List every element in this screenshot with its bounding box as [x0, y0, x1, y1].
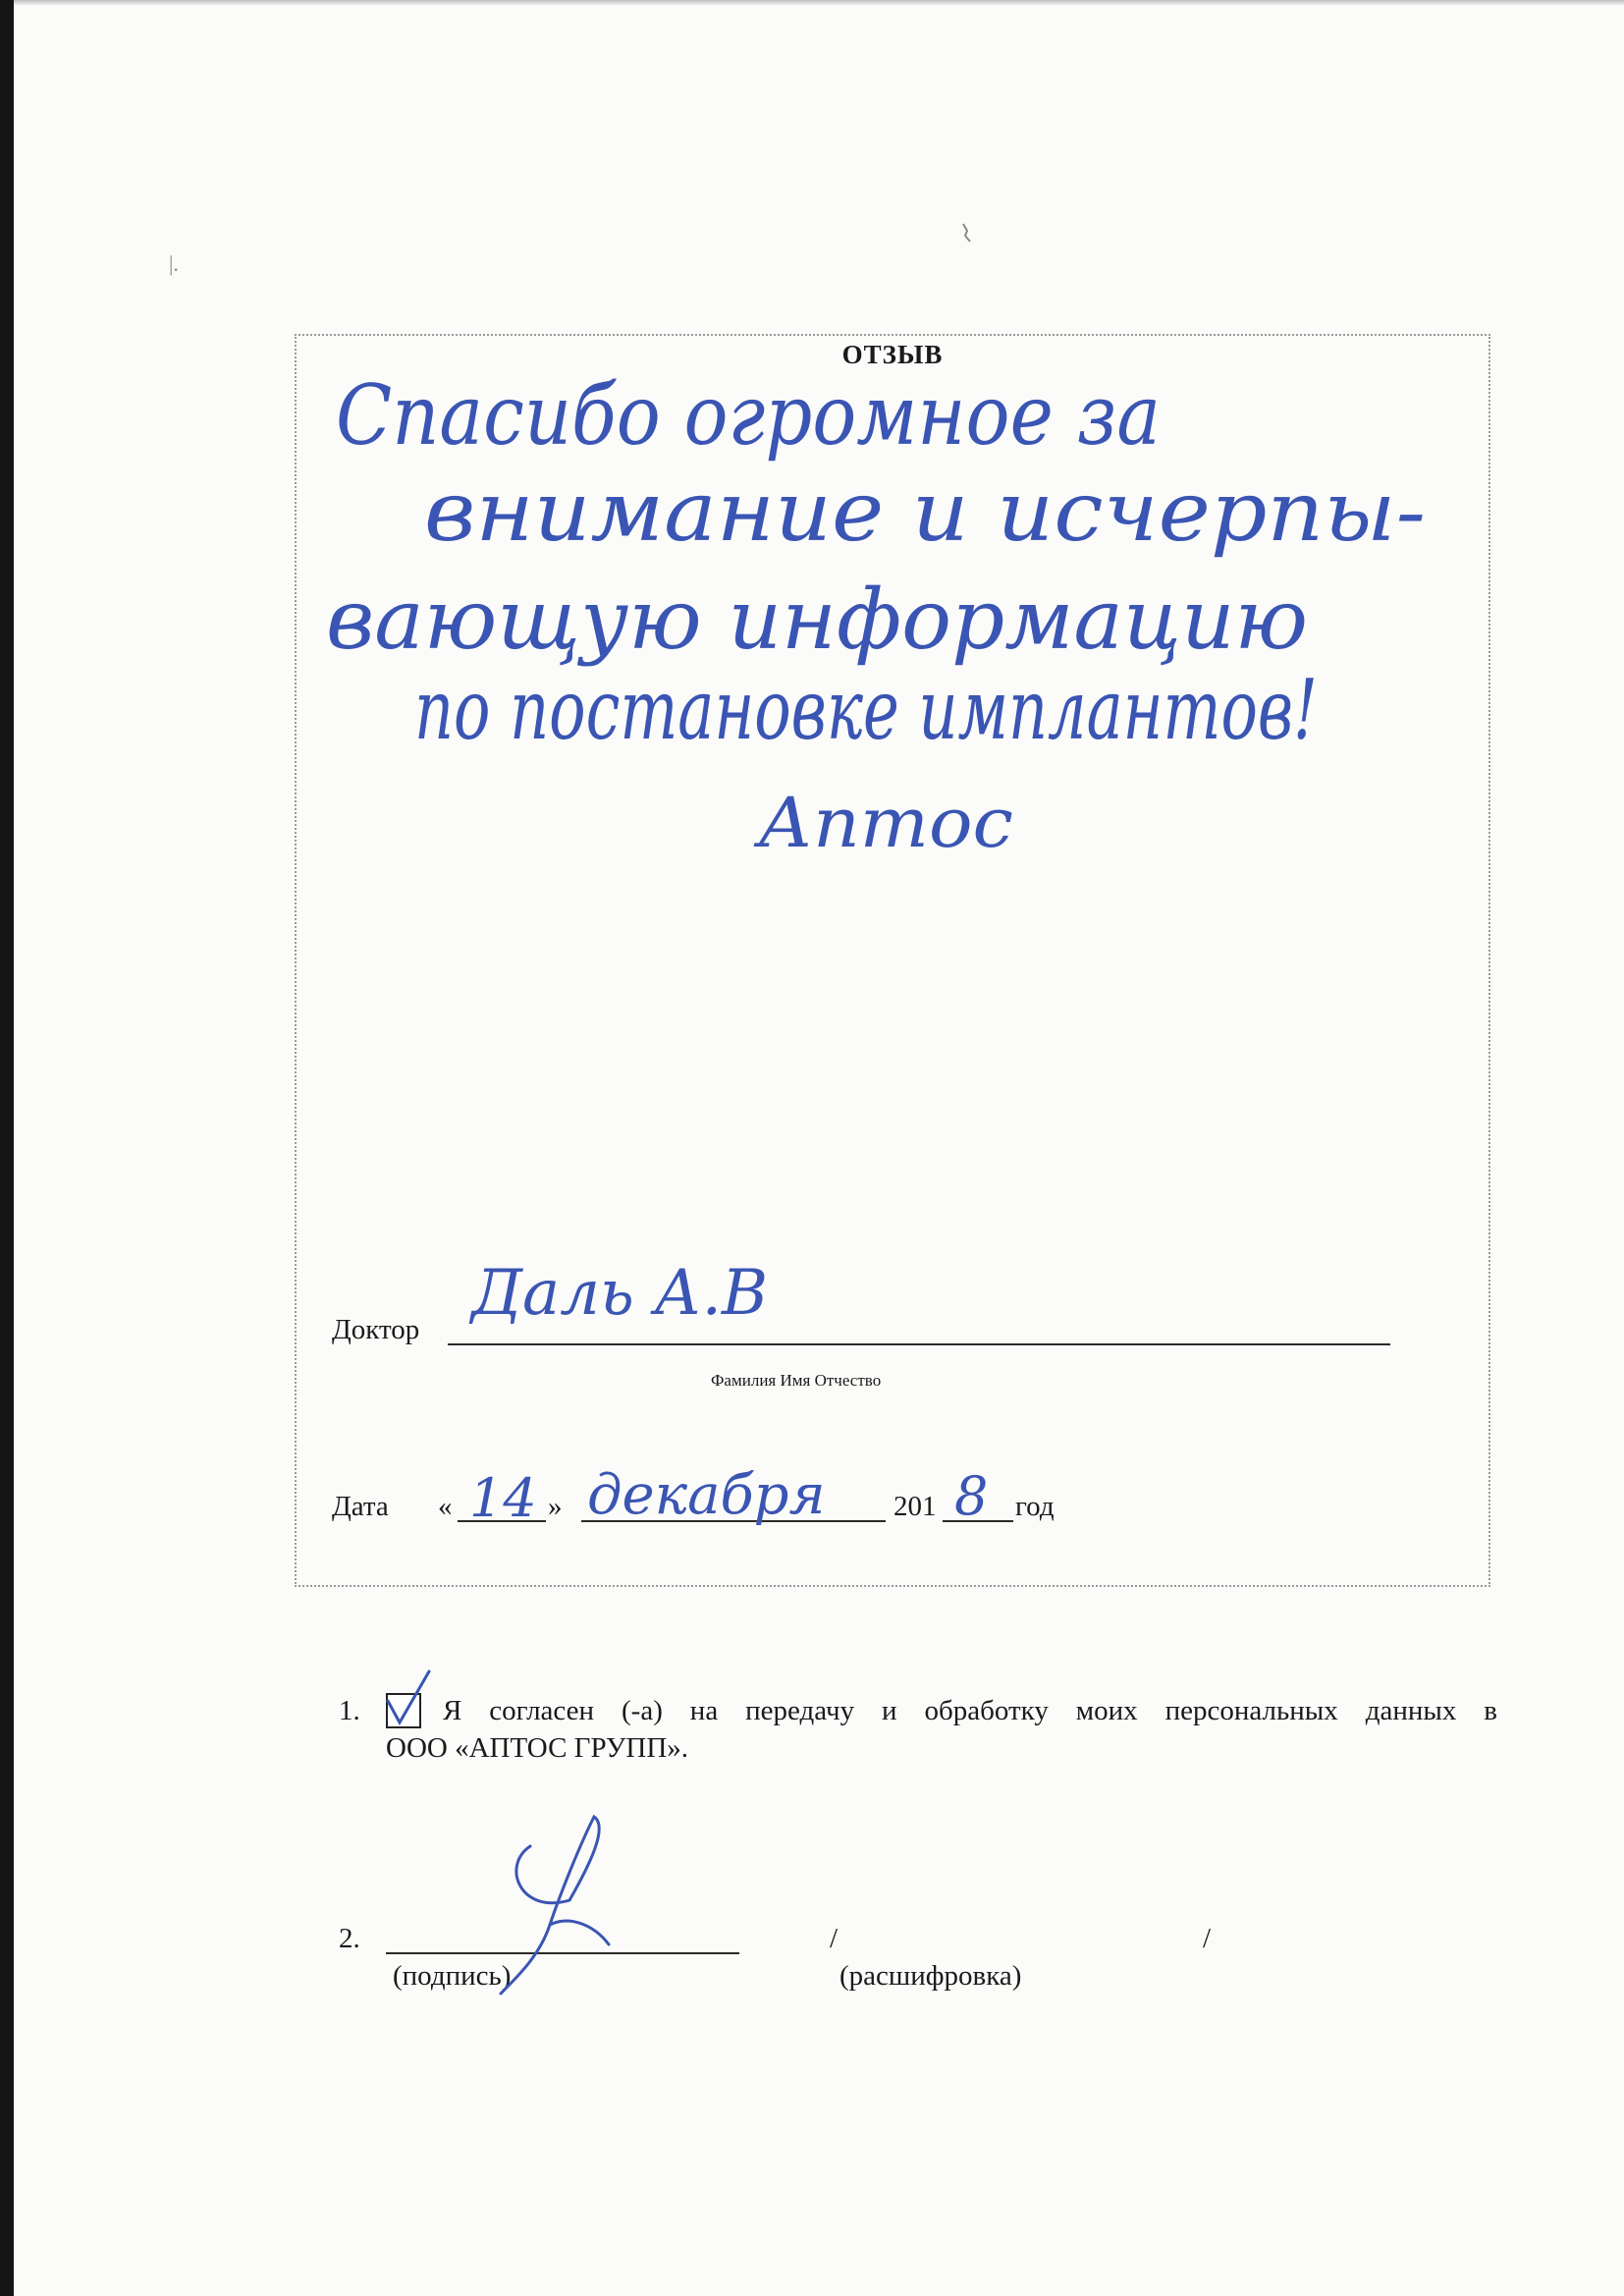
handwritten-review	[297, 336, 1492, 925]
doctor-name-handwritten: Даль А.В	[471, 1257, 768, 1330]
decode-caption: (расшифровка)	[839, 1960, 1022, 1992]
review-title: ОТЗЫВ	[841, 340, 944, 369]
scan-top-shadow	[14, 0, 1624, 6]
date-year-handwritten: 8	[954, 1465, 989, 1527]
signature-number: 2.	[339, 1923, 360, 1954]
date-close-quote: »	[548, 1491, 563, 1522]
review-box	[295, 334, 1490, 1587]
review-line-2: внимание и исчерпы-	[424, 464, 1426, 560]
date-open-quote: «	[438, 1491, 453, 1522]
consent-text-line-2: ООО «АПТОС ГРУПП».	[386, 1731, 689, 1764]
date-month-handwritten: декабря	[587, 1463, 826, 1527]
review-line-3: вающую информацию	[326, 572, 1308, 668]
doctor-label: Доктор	[332, 1314, 420, 1345]
date-year-word: год	[1015, 1491, 1055, 1522]
scan-mark: |.	[169, 251, 179, 276]
review-line-1: Спасибо огромное за	[336, 367, 1161, 464]
signature-slash-right: /	[1203, 1923, 1212, 1954]
scan-left-edge	[0, 0, 14, 2296]
review-line-4: по постановке имплантов!	[414, 662, 1318, 758]
review-line-5: Аптос	[752, 783, 1013, 863]
date-year-prefix: 201	[893, 1491, 937, 1522]
consent-block	[339, 1693, 1497, 1767]
doctor-caption: Фамилия Имя Отчество	[711, 1371, 882, 1390]
date-label: Дата	[332, 1491, 389, 1522]
signature-slash-left: /	[830, 1923, 839, 1954]
scan-speck	[960, 222, 974, 244]
consent-text-line-1: Я согласен (-а) на передачу и обработку моих персональных данных в	[443, 1695, 1497, 1726]
signature-scribble	[461, 1807, 658, 2003]
check-mark-icon	[378, 1667, 437, 1730]
doctor-line	[448, 1343, 1390, 1345]
signature-caption: (подпись)	[393, 1960, 512, 1992]
consent-number: 1.	[339, 1695, 360, 1726]
date-day-handwritten: 14	[469, 1467, 537, 1529]
